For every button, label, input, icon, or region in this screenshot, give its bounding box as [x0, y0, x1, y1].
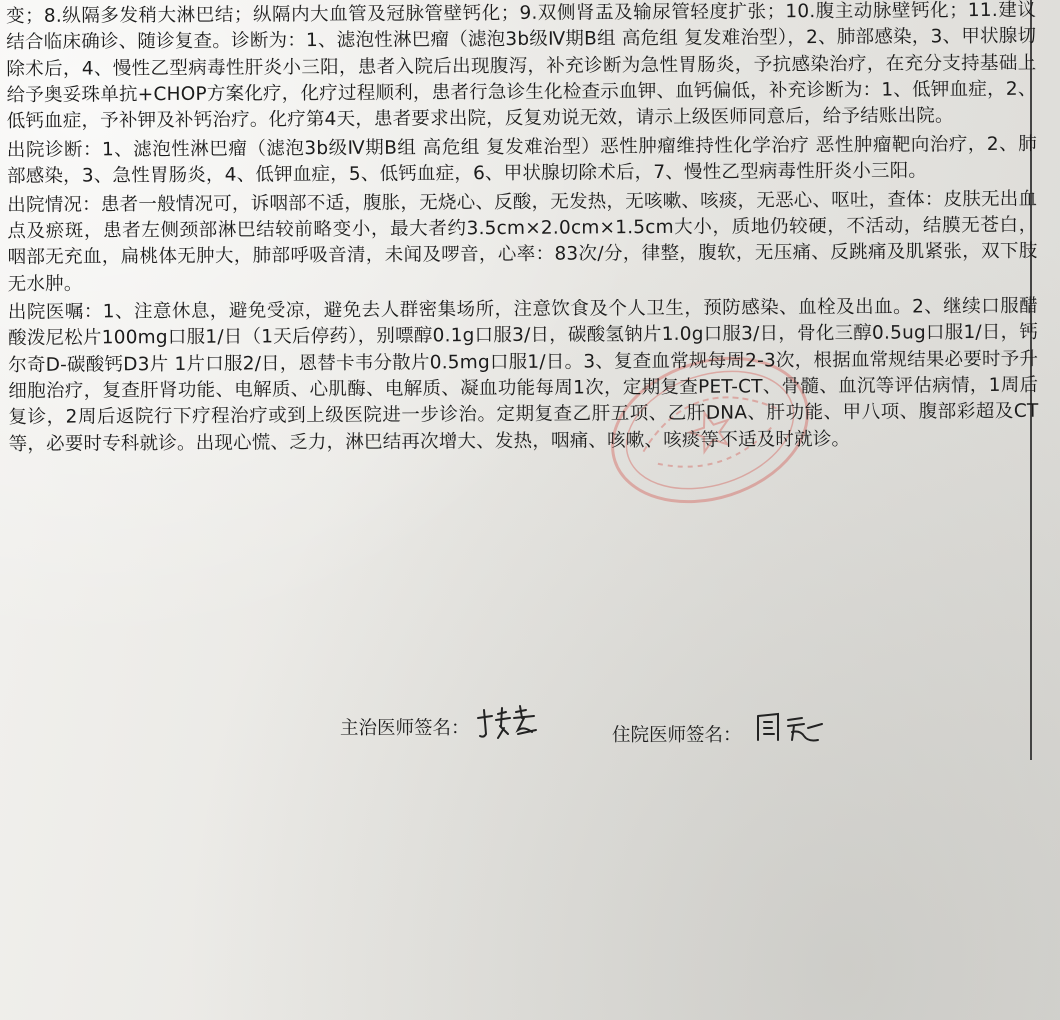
resident-signature-handwriting	[752, 706, 832, 750]
discharge-instructions-paragraph: 出院医嘱：1、注意休息，避免受凉，避免去人群密集场所，注意饮食及个人卫生，预防感染、血栓及出血。2、继续口服醋酸泼尼松片100mg口服1/日（1天后停药），别嘌醇0.1g口服3/日，碳酸氢钠片1.0g口服3/日，骨化三醇0.5ug口服1/日，钙尔奇D-碳酸钙D3片 1片口服2/日，恩替卡韦分散片0.5mg口服1/日。3、复查血常规每周2-3次，根据血常规结果必要时予升细胞治疗，复查肝肾功能、电解质、心肌酶、电解质、凝血功能每周1次，定期复查PET-CT、骨髓、血沉等评估病情，1周后复诊，2周后返院行下疗程治疗或到上级医院进一步诊治。定期复查乙肝五项、乙肝DNA、肝功能、甲八项、腹部彩超及CT等，必要时专科就诊。出现心慌、乏力，淋巴结再次增大、发热，咽痛、咳嗽、咳痰等不适及时就诊。	[7, 295, 1039, 455]
signature-row	[0, 704, 1060, 754]
resident-signature-label: 住院医师签名：	[612, 725, 742, 746]
discharge-condition-paragraph: 出院情况：患者一般情况可，诉咽部不适，腹胀，无烧心、反酸，无发热，无咳嗽、咳痰，无恶心、呕吐，查体：皮肤无出血点及瘀斑，患者左侧颈部淋巴结较前略变小，最大者约3.5cm×2.0cm×1.5cm大小，质地仍较硬，不活动，结膜无苍白，咽部无充血，扁桃体无肿大，肺部呼吸音清，未闻及啰音，心率：83次/分，律整，腹软，无压痛、反跳痛及肌紧张，双下肢无水肿。	[7, 188, 1038, 295]
attending-signature-label: 主治医师签名：	[340, 718, 470, 739]
discharge-diagnosis-paragraph: 出院诊断：1、滤泡性淋巴瘤（滤泡3b级Ⅳ期B组 高危组 复发难治型）恶性肿瘤维持性化学治疗 恶性肿瘤靶向治疗，2、肺部感染，3、急性胃肠炎，4、低钾血症，5、低钙血症，6、甲状腺切除术后，7、慢性乙型病毒性肝炎小三阳。	[6, 133, 1037, 188]
record-body	[6, 0, 1039, 460]
attending-signature-handwriting	[474, 704, 554, 746]
hospital-course-paragraph: 变；8.纵隔多发稍大淋巴结；纵隔内大血管及冠脉管壁钙化；9.双侧肾盂及输尿管轻度扩张；10.腹主动脉壁钙化；11.建议结合临床确诊、随诊复查。诊断为：1、滤泡性淋巴瘤（滤泡3b级Ⅳ期B组 高危组 复发难治型），2、肺部感染，3、甲状腺切除术后，4、慢性乙型病毒性肝炎小三阳，患者入院后出现腹泻，补充诊断为急性胃肠炎，予抗感染治疗，在充分支持基础上给予奥妥珠单抗+CHOP方案化疗，化疗过程顺利，患者行急诊生化检查示血钾、血钙偏低，补充诊断为：1、低钾血症，2、低钙血症，予补钾及补钙治疗。化疗第4天，患者要求出院，反复劝说无效，请示上级医师同意后，给予结账出院。	[6, 0, 1037, 133]
